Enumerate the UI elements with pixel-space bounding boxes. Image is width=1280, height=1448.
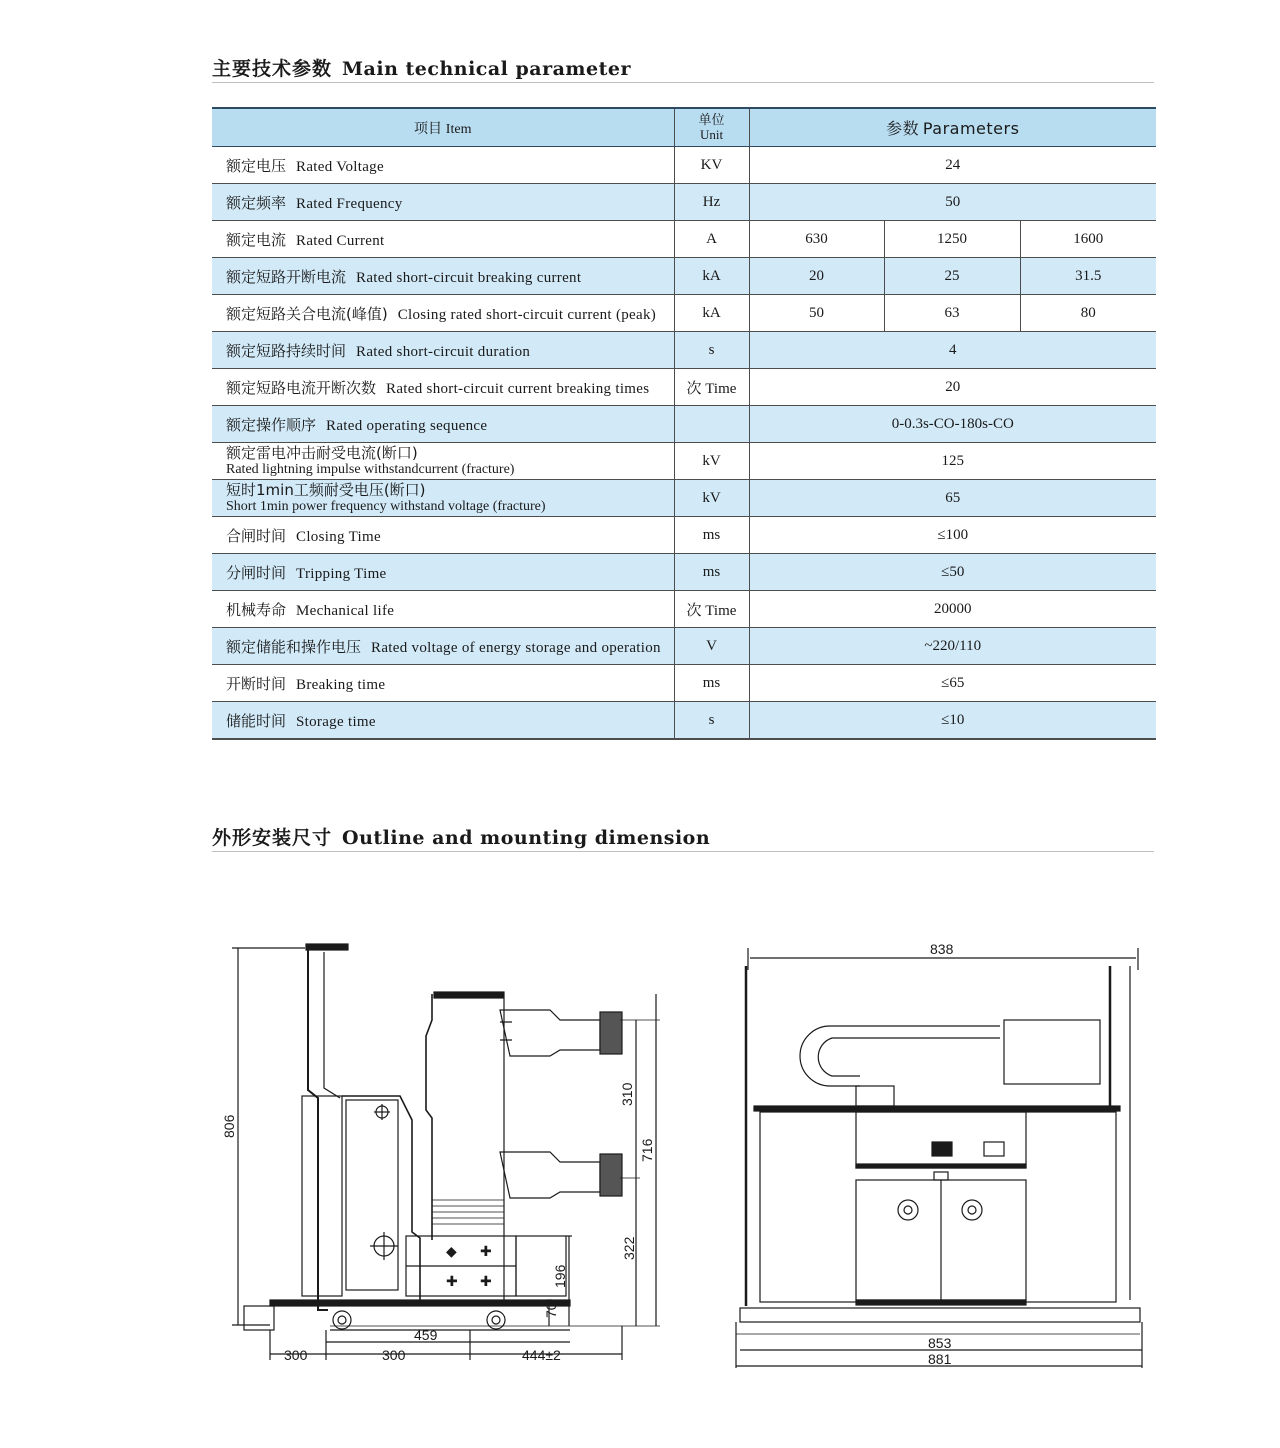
side-view-labels <box>221 1082 655 1363</box>
row-unit: ms <box>674 517 749 554</box>
row-unit <box>674 406 749 443</box>
table-row <box>212 702 1156 740</box>
dim-806: 806 <box>221 1114 237 1138</box>
row-value: 0-0.3s-CO-180s-CO <box>749 406 1156 443</box>
header-unit: 单位 Unit <box>674 108 749 147</box>
item-en: Storage time <box>296 713 376 730</box>
item-zh: 额定短路开断电流 <box>226 267 347 286</box>
item-zh: 额定电流 <box>226 230 287 249</box>
item-en: Rated Voltage <box>296 158 384 175</box>
row-value: 24 <box>749 147 1156 184</box>
table-row <box>212 258 1156 295</box>
row-value: 125 <box>749 443 1156 480</box>
table-row <box>212 332 1156 369</box>
front-view <box>736 948 1142 1368</box>
svg-text:✚: ✚ <box>446 1273 458 1289</box>
item-zh: 储能时间 <box>226 711 287 730</box>
row-item <box>212 258 674 295</box>
item-en: Short 1min power frequency withstand voltage (fracture) <box>226 498 546 514</box>
item-zh: 额定雷电冲击耐受电流(断口) <box>226 443 418 462</box>
table-row <box>212 295 1156 332</box>
item-zh: 额定短路持续时间 <box>226 341 347 360</box>
row-item <box>212 184 674 221</box>
item-en: Rated operating sequence <box>326 417 488 434</box>
row-value: 65 <box>749 480 1156 517</box>
row-unit: s <box>674 702 749 740</box>
svg-text:✚: ✚ <box>480 1273 492 1289</box>
row-item <box>212 221 674 258</box>
row-item <box>212 591 674 628</box>
row-unit: 次 Time <box>674 369 749 406</box>
row-unit: Hz <box>674 184 749 221</box>
row-item <box>212 554 674 591</box>
row-value: 1250 <box>884 221 1020 258</box>
row-item <box>212 147 674 184</box>
item-en: Rated lightning impulse withstandcurrent (fracture) <box>226 461 515 477</box>
table-row <box>212 480 1156 517</box>
row-item <box>212 443 674 480</box>
table-header-row <box>212 108 1156 147</box>
item-en: Rated Current <box>296 232 385 249</box>
outline-drawing <box>0 860 1280 1420</box>
row-item <box>212 702 674 740</box>
row-value: ~220/110 <box>749 628 1156 665</box>
row-unit: kA <box>674 258 749 295</box>
table-row <box>212 554 1156 591</box>
row-value: 63 <box>884 295 1020 332</box>
item-en: Mechanical life <box>296 602 395 619</box>
row-value: ≤50 <box>749 554 1156 591</box>
parameter-table <box>212 107 1156 740</box>
row-value: 20 <box>749 369 1156 406</box>
svg-text:✚: ✚ <box>480 1243 492 1259</box>
item-zh: 额定储能和操作电压 <box>226 637 362 656</box>
row-value: 25 <box>884 258 1020 295</box>
row-unit: kV <box>674 480 749 517</box>
row-value: 50 <box>749 184 1156 221</box>
table-row <box>212 591 1156 628</box>
table-row <box>212 443 1156 480</box>
row-unit: 次 Time <box>674 591 749 628</box>
row-unit: ms <box>674 554 749 591</box>
section-title-zh: 主要技术参数 <box>212 58 333 80</box>
item-zh: 额定频率 <box>226 193 287 212</box>
section-title-dimensions <box>212 823 1154 852</box>
table-row <box>212 665 1156 702</box>
item-en: Rated short-circuit breaking current <box>356 269 582 286</box>
row-unit: s <box>674 332 749 369</box>
item-zh: 额定短路关合电流(峰值) <box>226 304 388 323</box>
row-item <box>212 517 674 554</box>
row-value: ≤100 <box>749 517 1156 554</box>
row-unit: ms <box>674 665 749 702</box>
item-en: Tripping Time <box>296 565 387 582</box>
header-item: 项目 Item <box>212 108 674 147</box>
dim-459: 459 <box>414 1327 438 1343</box>
row-unit: kA <box>674 295 749 332</box>
row-value: 20 <box>749 258 884 295</box>
section-title-zh: 外形安装尺寸 <box>212 827 333 849</box>
row-item <box>212 332 674 369</box>
dim-444: 444±2 <box>522 1347 561 1363</box>
item-zh: 合闸时间 <box>226 526 287 545</box>
row-unit: kV <box>674 443 749 480</box>
row-item <box>212 480 674 517</box>
row-item <box>212 406 674 443</box>
row-item <box>212 369 674 406</box>
item-zh: 开断时间 <box>226 674 287 693</box>
table-row <box>212 221 1156 258</box>
item-en: Rated voltage of energy storage and operation <box>371 639 661 656</box>
table-row <box>212 406 1156 443</box>
item-en: Breaking time <box>296 676 386 693</box>
row-value: ≤65 <box>749 665 1156 702</box>
row-item <box>212 295 674 332</box>
item-zh: 额定电压 <box>226 156 287 175</box>
item-zh: 短时1min工频耐受电压(断口) <box>226 480 426 499</box>
item-zh: 分闸时间 <box>226 563 287 582</box>
row-unit: KV <box>674 147 749 184</box>
dim-716: 716 <box>639 1138 655 1162</box>
table-row <box>212 184 1156 221</box>
dim-322: 322 <box>621 1236 637 1260</box>
item-en: Rated Frequency <box>296 195 403 212</box>
dim-310: 310 <box>619 1082 635 1106</box>
dim-853: 853 <box>928 1335 952 1351</box>
row-unit: V <box>674 628 749 665</box>
dim-196: 196 <box>552 1264 568 1288</box>
item-zh: 机械寿命 <box>226 600 287 619</box>
table-row <box>212 517 1156 554</box>
dim-881: 881 <box>928 1351 952 1367</box>
item-en: Rated short-circuit duration <box>356 343 531 360</box>
row-value: 20000 <box>749 591 1156 628</box>
row-value: 31.5 <box>1020 258 1156 295</box>
item-zh: 额定操作顺序 <box>226 415 317 434</box>
row-item <box>212 628 674 665</box>
dim-70: 70 <box>543 1302 559 1318</box>
section-title-parameters <box>212 54 1154 83</box>
dim-838: 838 <box>930 941 954 957</box>
table-body <box>212 147 1156 740</box>
item-en: Closing rated short-circuit current (peak) <box>397 306 657 323</box>
dim-300-wheelbase: 300 <box>382 1347 406 1363</box>
table-row <box>212 628 1156 665</box>
row-item <box>212 665 674 702</box>
row-value: 80 <box>1020 295 1156 332</box>
header-parameters: 参数 Parameters <box>749 108 1156 147</box>
dim-300-rear: 300 <box>284 1347 308 1363</box>
item-en: Closing Time <box>296 528 381 545</box>
side-view <box>232 944 660 1360</box>
row-value: 50 <box>749 295 884 332</box>
row-unit: A <box>674 221 749 258</box>
row-value: 630 <box>749 221 884 258</box>
table-row <box>212 147 1156 184</box>
item-en: Rated short-circuit current breaking times <box>386 380 650 397</box>
row-value: 4 <box>749 332 1156 369</box>
svg-text:◆: ◆ <box>446 1243 457 1259</box>
section-title-en: Main technical parameter <box>342 58 631 80</box>
table-row <box>212 369 1156 406</box>
item-zh: 额定短路电流开断次数 <box>226 378 377 397</box>
row-value: 1600 <box>1020 221 1156 258</box>
section-title-en: Outline and mounting dimension <box>342 827 711 849</box>
row-value: ≤10 <box>749 702 1156 740</box>
